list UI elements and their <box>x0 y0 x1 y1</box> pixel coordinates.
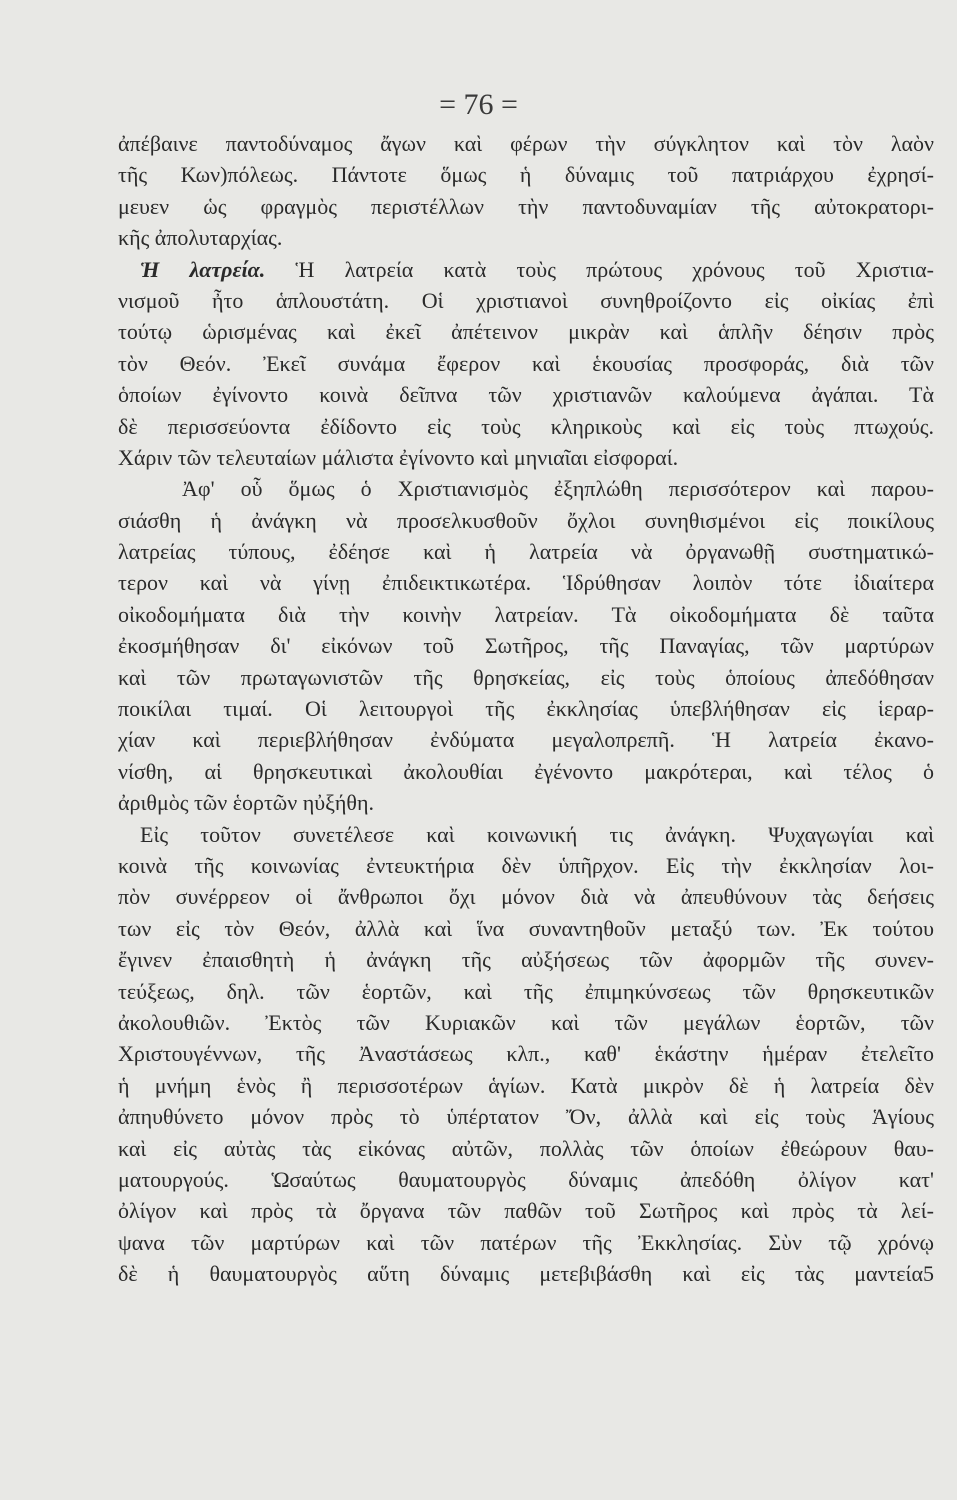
line-text: ματουργούς. Ὡσαύτως θαυματουργὸς δύναμις ἀπεδόθη ὀλίγον κατ' <box>118 1166 934 1192</box>
text-line <box>118 536 934 567</box>
text-line <box>118 630 934 661</box>
text-line <box>118 1195 934 1226</box>
text-line <box>118 1227 934 1258</box>
line-text: ἀριθμὸς τῶν ἑορτῶν ηὐξήθη. <box>118 790 374 816</box>
line-text: ὁποίων ἐγίνοντο κοινὰ δεῖπνα τῶν χριστιανῶν καλούμενα ἀγάπαι. Τὰ <box>118 382 934 408</box>
text-line <box>118 159 934 190</box>
text-line <box>118 128 934 159</box>
text-line <box>118 1038 934 1069</box>
line-text: κῆς ἀπολυταρχίας. <box>118 225 283 251</box>
line-text: Ἡ λατρεία κατὰ τοὺς πρώτους χρόνους τοῦ Χριστια- <box>265 256 934 282</box>
line-text: δὲ ἡ θαυματουργὸς αὕτη δύναμις μετεβιβάσθη καὶ εἰς τὰς μαντεία5 <box>118 1261 934 1287</box>
line-text: ἀπηυθύνετο μόνον πρὸς τὸ ὑπέρτατον Ὄν, ἀλλὰ καὶ εἰς τοὺς Ἁγίους <box>118 1104 934 1130</box>
text-line <box>118 411 934 442</box>
text-line <box>118 348 934 379</box>
text-line <box>118 1164 934 1195</box>
text-line <box>118 191 934 222</box>
line-text: τὸν Θεόν. Ἐκεῖ συνάμα ἔφερον καὶ ἑκουσίας προσφοράς, διὰ τῶν <box>118 350 934 376</box>
line-text: τούτῳ ὡρισμένας καὶ ἐκεῖ ἀπέτεινον μικρὰν καὶ ἁπλῆν δέησιν πρὸς <box>118 319 934 345</box>
text-line <box>118 756 934 787</box>
text-line <box>118 662 934 693</box>
text-line <box>118 819 934 850</box>
text-line <box>118 442 934 473</box>
page-number: = 76 = <box>439 88 518 121</box>
text-line <box>118 599 934 630</box>
text-line <box>118 379 934 410</box>
text-line <box>118 944 934 975</box>
text-line <box>118 505 934 536</box>
line-text: ἔγινεν ἐπαισθητὴ ἡ ἀνάγκη τῆς αὐξήσεως τῶν ἀφορμῶν τῆς συνεν- <box>118 947 934 973</box>
line-text: ἡ μνήμη ἑνὸς ἢ περισσοτέρων ἁγίων. Κατὰ μικρὸν δὲ ἡ λατρεία δὲν <box>118 1072 934 1098</box>
text-line <box>118 724 934 755</box>
line-text: Εἰς τοῦτον συνετέλεσε καὶ κοινωνική τις ἀνάγκη. Ψυχαγωγίαι καὶ <box>140 821 934 847</box>
text-line <box>118 473 934 504</box>
line-text: των εἰς τὸν Θεόν, ἀλλὰ καὶ ἵνα συναντηθοῦν μεταξύ των. Ἐκ τούτου <box>118 915 934 941</box>
text-line <box>118 881 934 912</box>
text-line <box>118 1101 934 1132</box>
text-line <box>118 913 934 944</box>
text-line <box>118 1133 934 1164</box>
body-text <box>118 128 934 1289</box>
line-text: ὀλίγον καὶ πρὸς τὰ ὄργανα τῶν παθῶν τοῦ Σωτῆρος καὶ πρὸς τὰ λεί- <box>118 1198 934 1224</box>
text-line <box>118 222 934 253</box>
line-text: ἀπέβαινε παντοδύναμος ἄγων καὶ φέρων τὴν σύγκλητον καὶ τὸν λαὸν <box>118 131 934 156</box>
line-text: τεύξεως, δηλ. τῶν ἑορτῶν, καὶ τῆς ἐπιμηκύνσεως τῶν θρησκευτικῶν <box>118 978 934 1004</box>
line-text: σιάσθη ἡ ἀνάγκη νὰ προσελκυσθοῦν ὄχλοι συνηθισμένοι εἰς ποικίλους <box>118 507 934 533</box>
line-text: νίσθη, αἱ θρησκευτικαὶ ἀκολουθίαι ἐγένοντο μακρότεραι, καὶ τέλος ὁ <box>118 758 934 784</box>
line-text: Χάριν τῶν τελευταίων μάλιστα ἐγίνοντο καὶ μηνιαῖαι εἰσφοραί. <box>118 444 679 470</box>
line-text: ποικίλαι τιμαί. Οἱ λειτουργοὶ τῆς ἐκκλησίας ὑπεβλήθησαν εἰς ἱεραρ- <box>118 696 934 722</box>
line-text: νισμοῦ ἦτο ἁπλουστάτη. Οἱ χριστιανοὶ συνηθροίζοντο εἰς οἰκίας ἐπὶ <box>118 287 934 313</box>
line-text: Χριστουγέννων, τῆς Ἀναστάσεως κλπ., καθ' ἑκάστην ἡμέραν ἐτελεῖτο <box>118 1041 934 1067</box>
line-text: λατρείας τύπους, ἐδέησε καὶ ἡ λατρεία νὰ ὀργανωθῇ συστηματικώ- <box>118 539 934 565</box>
line-text: δὲ περισσεύοντα ἐδίδοντο εἰς τοὺς κληρικοὺς καὶ εἰς τοὺς πτωχούς. <box>118 413 934 439</box>
line-text: μευεν ὡς φραγμὸς περιστέλλων τὴν παντοδυναμίαν τῆς αὐτοκρατορι- <box>118 193 934 219</box>
text-line <box>118 316 934 347</box>
text-line <box>118 1070 934 1101</box>
text-line <box>118 285 934 316</box>
line-text: τῆς Κων)πόλεως. Πάντοτε ὅμως ἡ δύναμις τοῦ πατριάρχου ἐχρησί- <box>118 162 934 188</box>
line-text: ἐκοσμήθησαν δι' εἰκόνων τοῦ Σωτῆρος, τῆς Παναγίας, τῶν μαρτύρων <box>118 633 934 659</box>
line-text: τερον καὶ νὰ γίνῃ ἐπιδεικτικωτέρα. Ἱδρύθησαν λοιπὸν τότε ἰδιαίτερα <box>118 570 934 596</box>
text-line <box>118 693 934 724</box>
text-line <box>118 567 934 598</box>
line-text: πὸν συνέρρεον οἱ ἄνθρωποι ὄχι μόνον διὰ νὰ ἀπευθύνουν τὰς δεήσεις <box>118 884 934 910</box>
line-text: χίαν καὶ περιεβλήθησαν ἐνδύματα μεγαλοπρεπῆ. Ἡ λατρεία ἐκανο- <box>118 727 934 753</box>
text-line <box>118 1258 934 1289</box>
line-text: ἀκολουθιῶν. Ἐκτὸς τῶν Κυριακῶν καὶ τῶν μεγάλων ἑορτῶν, τῶν <box>118 1009 934 1035</box>
text-line <box>118 254 934 285</box>
line-text: καὶ τῶν πρωταγωνιστῶν τῆς θρησκείας, εἰς τοὺς ὁποίους ἀπεδόθησαν <box>118 664 934 690</box>
text-line <box>118 1007 934 1038</box>
text-line <box>118 976 934 1007</box>
line-text: ψανα τῶν μαρτύρων καὶ τῶν πατέρων τῆς Ἐκκλησίας. Σὺν τῷ χρόνῳ <box>118 1229 934 1255</box>
line-text: οἰκοδομήματα διὰ τὴν κοινὴν λατρείαν. Τὰ οἰκοδομήματα δὲ ταῦτα <box>118 601 934 627</box>
line-text: Ἀφ' οὗ ὅμως ὁ Χριστιανισμὸς ἐξηπλώθη περισσότερον καὶ παρου- <box>182 476 934 502</box>
line-text: κοινὰ τῆς κοινωνίας ἐντευκτήρια δὲν ὑπῆρχον. Εἰς τὴν ἐκκλησίαν λοι- <box>118 852 934 878</box>
section-heading: Ἡ λατρεία. <box>140 256 266 282</box>
line-text: καὶ εἰς αὐτὰς τὰς εἰκόνας αὐτῶν, πολλὰς τῶν ὁποίων ἐθεώρουν θαυ- <box>118 1135 934 1161</box>
text-line <box>118 787 934 818</box>
text-line <box>118 850 934 881</box>
